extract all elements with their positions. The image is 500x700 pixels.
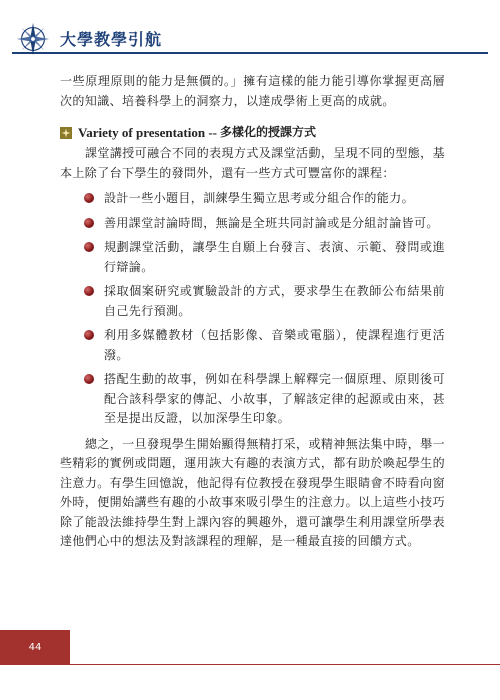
section-paragraph: 課堂講授可融合不同的表現方式及課堂活動，呈現不同的型態，基本上除了台下學生的發問外，還有一些方式可豐富你的課程： (60, 146, 445, 180)
list-item (60, 214, 445, 234)
list-item (60, 326, 445, 365)
section-marker-icon (60, 127, 72, 139)
footer-page-tab (0, 630, 70, 665)
page-header (0, 0, 500, 60)
bullet-icon (84, 286, 94, 296)
bullet-icon (84, 330, 94, 340)
footer-divider (70, 664, 500, 665)
section-heading (60, 123, 445, 142)
list-item-text: 利用多媒體教材（包括影像、音樂或電腦），使課程進行更活潑。 (104, 328, 445, 362)
bullet-icon (84, 193, 94, 203)
bullet-icon (84, 242, 94, 252)
bullet-icon (84, 374, 94, 384)
header-divider (12, 52, 488, 54)
page-number: 44 (28, 642, 42, 653)
list-item-text: 搭配生動的故事，例如在科學課上解釋完一個原理、原則後可配合該科學家的傳記、小故事，了解該定律的起源或由來，甚至是提出反證，以加深學生印象。 (104, 372, 445, 425)
list-item-text: 採取個案研究或實驗設計的方式，要求學生在教師公布結果前自己先行預測。 (104, 284, 445, 318)
header-title: 大學教學引航 (60, 30, 163, 49)
closing-paragraph: 總之，一旦發現學生開始顯得無精打采，或精神無法集中時，舉一些精彩的實例或問題，運用詼大有趣的表演方式，都有助於喚起學生的注意力。有學生回憶說，他記得有位教授在發現學生眼睛會不時看向窗外時，便開始講些有趣的小故事來吸引學生的注意力。以上這些小技巧除了能設法維持學生對上課內容的興趣外，還可讓學生利用課堂所學表達他們心中的想法及對該課程的理解，是一種最直接的回饋方式。 (60, 436, 445, 548)
section-title-english: Variety of presentation -- (78, 125, 218, 140)
bullet-list (60, 189, 445, 429)
list-item (60, 282, 445, 321)
list-item (60, 189, 445, 209)
list-item-text: 設計一些小題目，訓練學生獨立思考或分組合作的能力。 (104, 191, 415, 205)
list-item (60, 238, 445, 277)
page-content (60, 72, 445, 552)
list-item-text: 規劃課堂活動，讓學生自願上台發言、表演、示範、發問或進行辯論。 (104, 240, 445, 274)
intro-paragraph: 一些原理原則的能力是無價的。」擁有這樣的能力能引導你掌握更高層次的知識、培養科學上的洞察力，以達成學術上更高的成就。 (60, 74, 445, 108)
bullet-icon (84, 218, 94, 228)
list-item-text: 善用課堂討論時間，無論是全班共同討論或是分組討論皆可。 (104, 215, 439, 230)
section-title-chinese: 多樣化的授課方式 (220, 125, 317, 139)
list-item (60, 370, 445, 429)
